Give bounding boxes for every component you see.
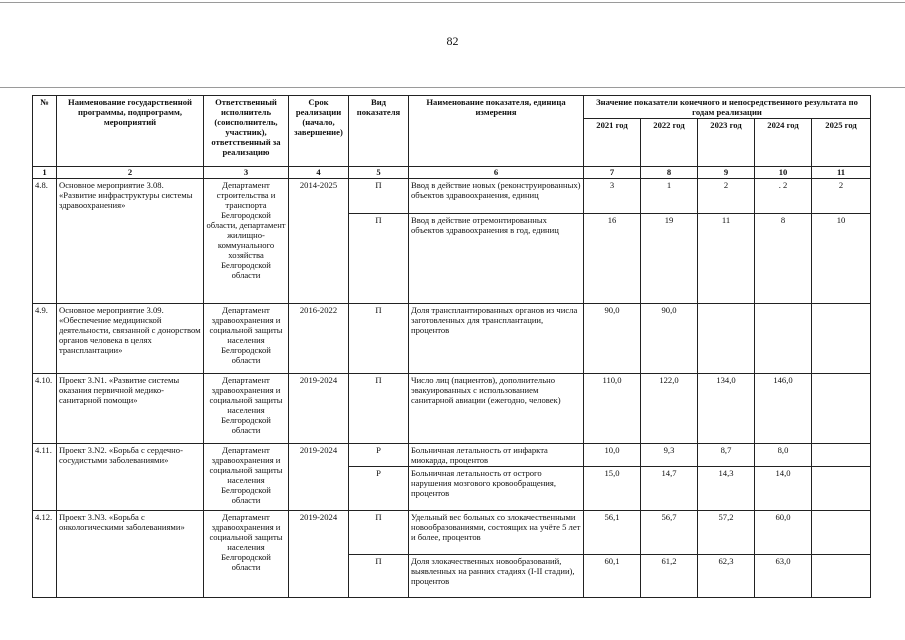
value-2021: 10,0 — [584, 444, 641, 467]
indicator-type: П — [349, 555, 409, 598]
indicator-type: П — [349, 304, 409, 374]
indicator-name: Удельный вес больных со злокачественными новообразованиями, состоящих на учёте 5 лет и более, процентов — [409, 511, 584, 555]
header-no: № — [33, 96, 57, 167]
row-period: 2014-2025 — [289, 179, 349, 304]
header-year-2024: 2024 год — [755, 119, 812, 167]
row-number: 4.11. — [33, 444, 57, 511]
column-number: 5 — [349, 167, 409, 179]
header-values-group: Значение показатели конечного и непосредственного результата по годам реализации — [584, 96, 871, 119]
value-2023: 134,0 — [698, 374, 755, 444]
value-2024: 14,0 — [755, 467, 812, 511]
row-measure-name: Проект 3.N2. «Борьба с сердечно-сосудистыми заболеваниями» — [57, 444, 204, 511]
row-executor: Департамент здравоохранения и социальной защиты населения Белгородской области — [204, 444, 289, 511]
header-divider — [0, 87, 905, 88]
indicator-name: Ввод в действие новых (реконструированных) объектов здравоохранения, единиц — [409, 179, 584, 214]
value-2025 — [812, 555, 871, 598]
header-period: Срок реализации (начало, завершение) — [289, 96, 349, 167]
indicator-name: Число лиц (пациентов), дополнительно эвакуированных с использованием санитарной авиации (ежегодно, человек) — [409, 374, 584, 444]
value-2025: 10 — [812, 214, 871, 304]
value-2024: 8,0 — [755, 444, 812, 467]
value-2024: 63,0 — [755, 555, 812, 598]
row-number: 4.9. — [33, 304, 57, 374]
row-number: 4.10. — [33, 374, 57, 444]
row-measure-name: Основное мероприятие 3.09. «Обеспечение медицинской деятельности, связанной с донорством органов человека в целях трансплантации» — [57, 304, 204, 374]
header-executor: Ответственный исполнитель (соисполнитель, участник), ответственный за реализацию — [204, 96, 289, 167]
header-year-2021: 2021 год — [584, 119, 641, 167]
program-table — [32, 95, 871, 598]
header-year-2023: 2023 год — [698, 119, 755, 167]
column-number: 2 — [57, 167, 204, 179]
value-2022: 1 — [641, 179, 698, 214]
row-measure-name: Проект 3.N1. «Развитие системы оказания первичной медико-санитарной помощи» — [57, 374, 204, 444]
indicator-type: Р — [349, 444, 409, 467]
value-2022: 61,2 — [641, 555, 698, 598]
value-2023: 8,7 — [698, 444, 755, 467]
column-number: 4 — [289, 167, 349, 179]
row-number: 4.8. — [33, 179, 57, 304]
indicator-type: П — [349, 179, 409, 214]
column-number: 11 — [812, 167, 871, 179]
indicator-name: Больничная летальность от острого нарушения мозгового кровообращения, процентов — [409, 467, 584, 511]
column-number: 10 — [755, 167, 812, 179]
value-2021: 16 — [584, 214, 641, 304]
row-measure-name: Основное мероприятие 3.08. «Развитие инфраструктуры системы здравоохранения» — [57, 179, 204, 304]
value-2022: 19 — [641, 214, 698, 304]
indicator-type: П — [349, 511, 409, 555]
value-2022: 9,3 — [641, 444, 698, 467]
value-2025 — [812, 444, 871, 467]
value-2024: 60,0 — [755, 511, 812, 555]
value-2023: 57,2 — [698, 511, 755, 555]
header-indicator-type: Вид показателя — [349, 96, 409, 167]
row-executor: Департамент здравоохранения и социальной защиты населения Белгородской области — [204, 374, 289, 444]
table-row — [33, 444, 871, 467]
row-period: 2019-2024 — [289, 374, 349, 444]
header-name: Наименование государственной программы, подпрограмм, мероприятий — [57, 96, 204, 167]
row-executor: Департамент здравоохранения и социальной защиты населения Белгородской области — [204, 511, 289, 598]
column-number: 8 — [641, 167, 698, 179]
value-2022: 90,0 — [641, 304, 698, 374]
row-number: 4.12. — [33, 511, 57, 598]
value-2021: 3 — [584, 179, 641, 214]
value-2023: 14,3 — [698, 467, 755, 511]
table-row — [33, 179, 871, 214]
value-2024: 146,0 — [755, 374, 812, 444]
top-divider — [0, 2, 905, 3]
row-measure-name: Проект 3.N3. «Борьба с онкологическими заболеваниями» — [57, 511, 204, 598]
row-executor: Департамент строительства и транспорта Белгородской области, департамент жилищно-коммунального хозяйства Белгородской области — [204, 179, 289, 304]
value-2023: 62,3 — [698, 555, 755, 598]
header-indicator-name: Наименование показателя, единица измерения — [409, 96, 584, 167]
column-number: 6 — [409, 167, 584, 179]
row-period: 2019-2024 — [289, 511, 349, 598]
value-2025 — [812, 511, 871, 555]
column-number: 7 — [584, 167, 641, 179]
value-2021: 90,0 — [584, 304, 641, 374]
table-row — [33, 304, 871, 374]
column-number: 1 — [33, 167, 57, 179]
column-numbers-row — [33, 167, 871, 179]
value-2025 — [812, 467, 871, 511]
table-row — [33, 374, 871, 444]
value-2023: 2 — [698, 179, 755, 214]
value-2025 — [812, 374, 871, 444]
page-number: 82 — [446, 34, 459, 48]
indicator-name: Ввод в действие отремонтированных объектов здравоохранения в год, единиц — [409, 214, 584, 304]
indicator-name: Больничная летальность от инфаркта миокарда, процентов — [409, 444, 584, 467]
header-year-2022: 2022 год — [641, 119, 698, 167]
indicator-type: П — [349, 214, 409, 304]
value-2025 — [812, 304, 871, 374]
column-number: 9 — [698, 167, 755, 179]
value-2024 — [755, 304, 812, 374]
table-row — [33, 511, 871, 555]
value-2022: 122,0 — [641, 374, 698, 444]
value-2022: 14,7 — [641, 467, 698, 511]
row-period: 2019-2024 — [289, 444, 349, 511]
value-2021: 56,1 — [584, 511, 641, 555]
value-2023 — [698, 304, 755, 374]
value-2024: 8 — [755, 214, 812, 304]
value-2023: 11 — [698, 214, 755, 304]
value-2021: 15,0 — [584, 467, 641, 511]
column-number: 3 — [204, 167, 289, 179]
indicator-name: Доля трансплантированных органов из числа заготовленных для трансплантации, процентов — [409, 304, 584, 374]
value-2022: 56,7 — [641, 511, 698, 555]
indicator-type: П — [349, 374, 409, 444]
row-period: 2016-2022 — [289, 304, 349, 374]
value-2021: 60,1 — [584, 555, 641, 598]
indicator-name: Доля злокачественных новообразований, выявленных на ранних стадиях (I-II стадии), процентов — [409, 555, 584, 598]
value-2024: . 2 — [755, 179, 812, 214]
indicator-type: Р — [349, 467, 409, 511]
value-2021: 110,0 — [584, 374, 641, 444]
value-2025: 2 — [812, 179, 871, 214]
header-year-2025: 2025 год — [812, 119, 871, 167]
row-executor: Департамент здравоохранения и социальной защиты населения Белгородской области — [204, 304, 289, 374]
